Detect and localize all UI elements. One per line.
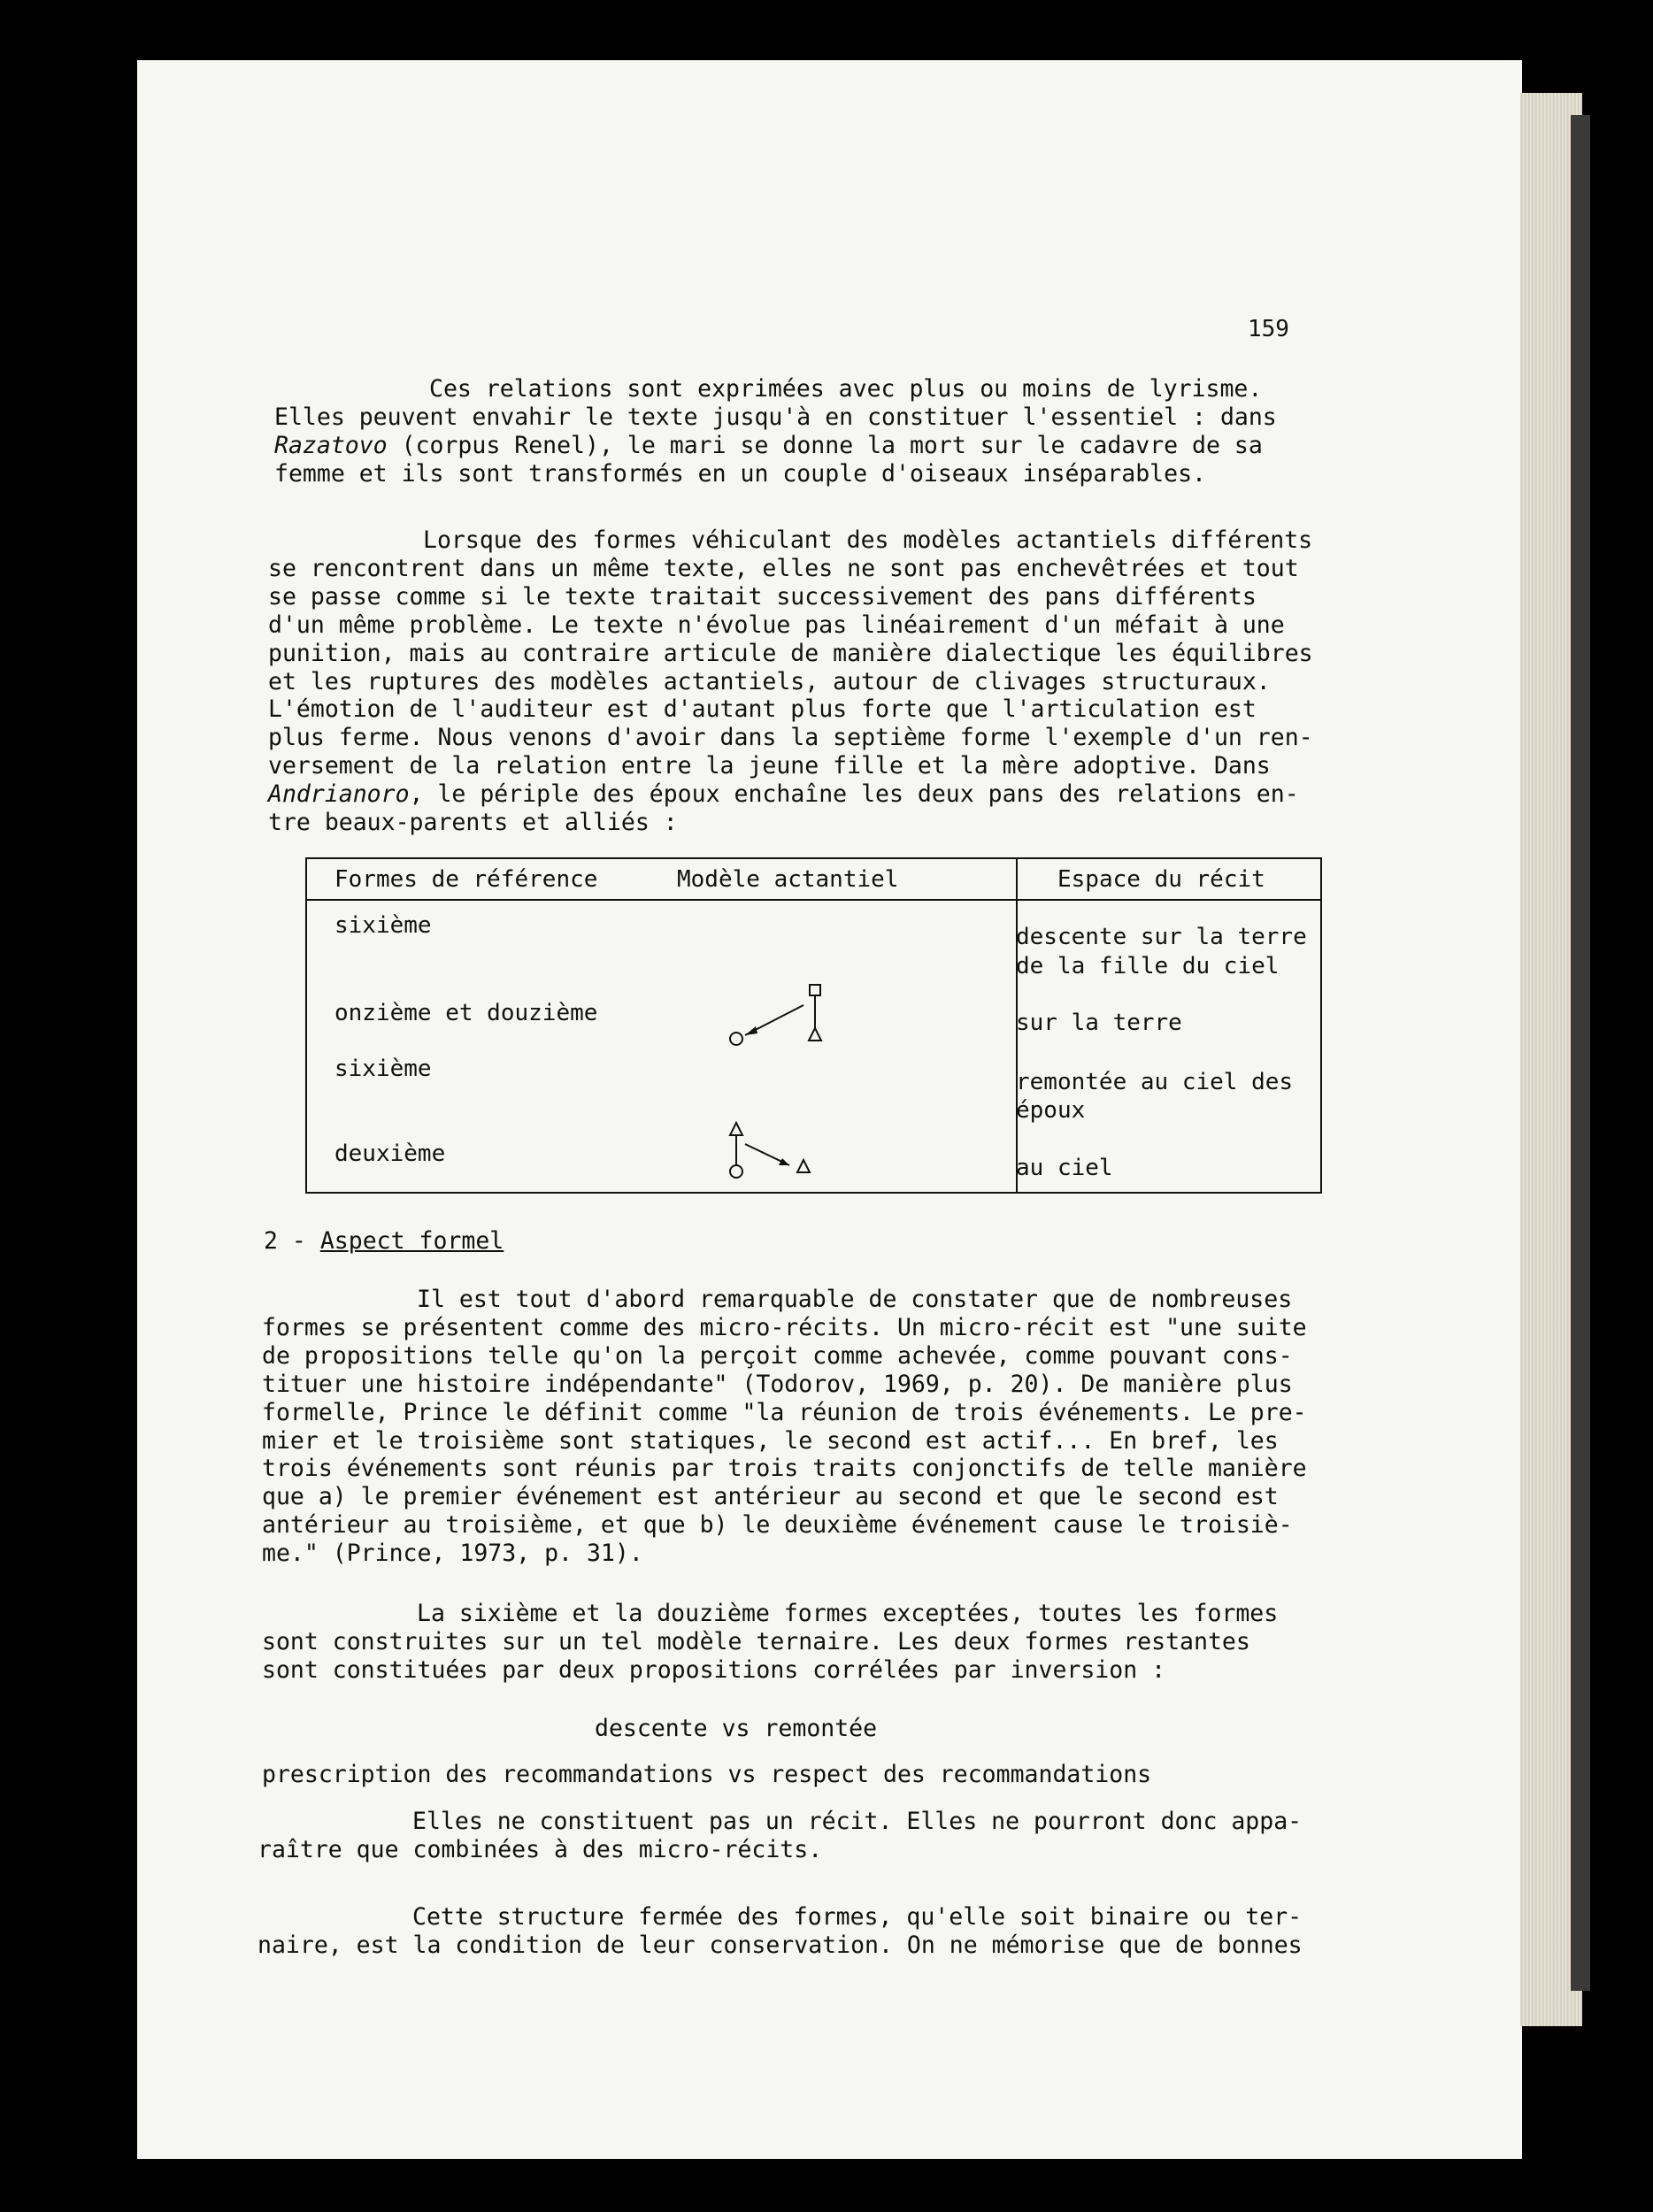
paragraph-1: Ces relations sont exprimées avec plus ou moins de lyrisme. Elles peuvent envahir le texte jusqu'à en constituer l'essentiel : dans Razatovo (corpus Renel), le mari se donne la mort sur le cadavre de sa femme et ils sont transformés en un couple d'oiseaux inséparables. (274, 375, 1277, 488)
actantial-diagram-ascent-icon (726, 1119, 832, 1190)
row-3-espace-a: remontée au ciel des (1016, 1069, 1294, 1095)
paragraph-4: La sixième et la douzième formes exceptées, toutes les formes sont construites sur un tel modèle ternaire. Les deux formes restantes sont constituées par deux propositions corrélées par inversion : (262, 1600, 1279, 1684)
book-cover-edge (1571, 115, 1590, 1991)
row-3-forme: sixième (334, 1056, 432, 1082)
paragraph-6: Cette structure fermée des formes, qu'elle soit binaire ou ter- naire, est la condition de leur conservation. On ne mémorise que de bonnes (258, 1903, 1303, 1959)
row-2-espace: sur la terre (1016, 1010, 1182, 1036)
page-number: 159 (1248, 316, 1289, 342)
row-3-espace-b: époux (1016, 1097, 1086, 1124)
paragraph-2: Lorsque des formes véhiculant des modèles actantiels différents se rencontrent dans un même texte, elles ne sont pas enchevêtrées et tout se passe comme si le texte traitait successivement des pans différents d'un même problème. Le texte n'évolue pas linéairement d'un méfait à une punition, mais au contraire articule de manière dialectique les équilibres et les ruptures des modèles actantiels, autour de clivages structuraux. L'émotion de l'auditeur est d'autant plus forte que l'articulation est plus ferme. Nous venons d'avoir dans la septième forme l'exemple d'un ren- versement de la relation entre la jeune fille et la mère adoptive. Dans Andrianoro, le périple des époux enchaîne les deux pans des relations en- tre beaux-parents et alliés : (268, 526, 1313, 837)
header-espace: Espace du récit (1057, 866, 1265, 893)
row-1-espace-b: de la fille du ciel (1016, 953, 1280, 979)
paragraph-5: Elles ne constituent pas un récit. Elles ne pourront donc appa- raître que combinées à des micro-récits. (258, 1808, 1303, 1863)
actantial-diagram-descent-icon (726, 982, 832, 1053)
row-1-forme: sixième (334, 912, 432, 939)
paragraph-3: Il est tout d'abord remarquable de constater que de nombreuses formes se présentent comme des micro-récits. Un micro-récit est "une suite de propositions telle qu'on la perçoit comme achevée, comme pouvant cons- tituer une histoire indépendante" (Todorov, 1969, p. 20). De manière plus formelle, Prince le définit comme "la réunion de trois événements. Le pre- mier et le troisième sont statiques, le second est actif... En bref, les trois événements sont réunis par trois traits conjonctifs de telle manière que a) le premier événement est antérieur au second et que le second est antérieur au troisième, et que b) le deuxième événement cause le troisiè- me." (Prince, 1973, p. 31). (262, 1286, 1307, 1568)
header-formes: Formes de référence (334, 866, 598, 893)
row-2-forme: onzième et douzième (334, 1000, 598, 1026)
row-4-espace: au ciel (1016, 1155, 1113, 1181)
row-1-espace-a: descente sur la terre (1016, 924, 1307, 950)
opposition-recommandations: prescription des recommandations vs respect des recommandations (262, 1761, 1152, 1788)
section-heading: 2 - Aspect formel (264, 1227, 504, 1255)
opposition-descente-remontee: descente vs remontée (595, 1715, 878, 1742)
row-4-forme: deuxième (334, 1141, 446, 1167)
header-modele: Modèle actantiel (677, 866, 899, 893)
